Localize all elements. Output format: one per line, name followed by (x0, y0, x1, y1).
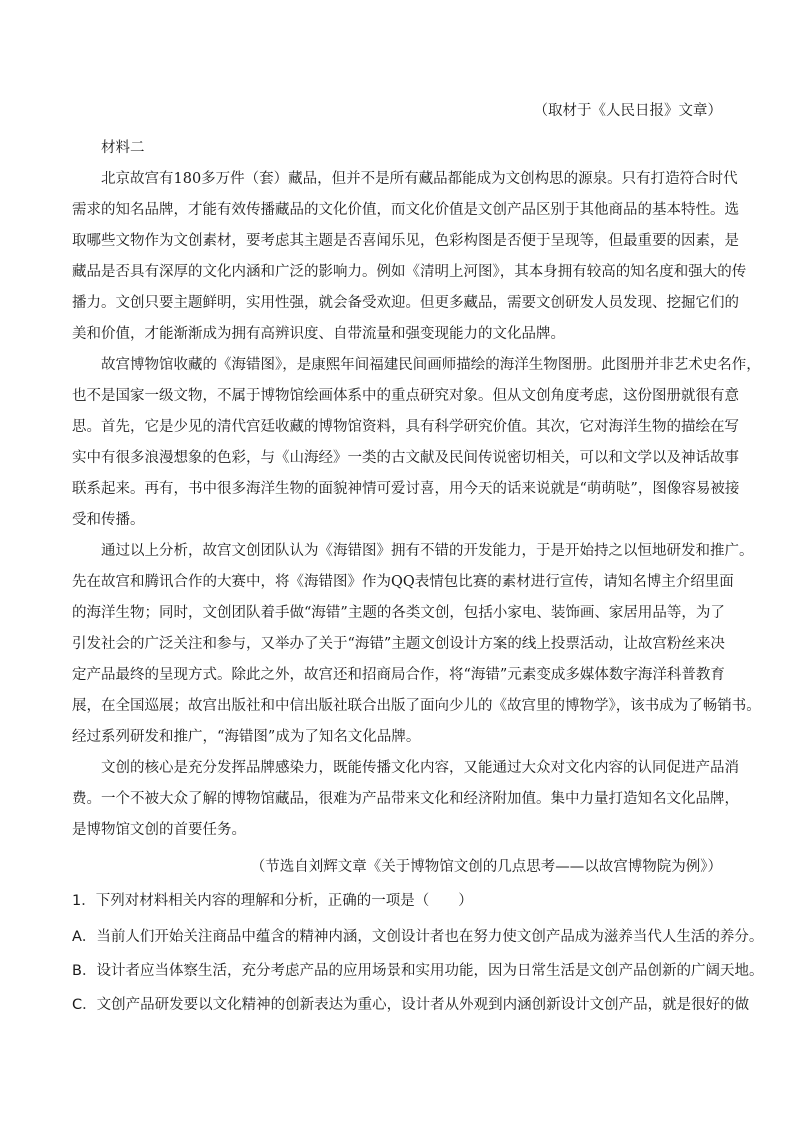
paragraph-1-line: 藏品是否具有深厚的文化内涵和广泛的影响力。例如《清明上河图》，其本身拥有较高的知名度和强大的传 (72, 264, 747, 280)
paragraph-2-line: 故宫博物馆收藏的《海错图》，是康熙年间福建民间画师描绘的海洋生物图册。此图册并非艺术史名作， (101, 357, 761, 373)
paragraph-4-line: 文创的核心是充分发挥品牌感染力，既能传播文化内容，又能通过大众对文化内容的认同促进产品消 (101, 760, 739, 776)
source-citation-1: （取材于《人民日报》文章） (533, 103, 722, 119)
option-c: C．文创产品研发要以文化精神的创新表达为重心，设计者从外观到内涵创新设计文创产品，就是很好的做 (72, 997, 750, 1013)
paragraph-2-line: 实中有很多浪漫想象的色彩，与《山海经》一类的古文献及民间传说密切相关，可以和文学以及神话故事 (72, 450, 739, 466)
paragraph-2-line: 联系起来。再有，书中很多海洋生物的面貌神情可爱讨喜，用今天的话来说就是“萌萌哒”，图像容易被接 (72, 481, 740, 497)
paragraph-1-line: 播力。文创只要主题鲜明，实用性强，就会备受欢迎。但更多藏品，需要文创研发人员发现、挖掘它们的 (72, 295, 739, 311)
option-b: B．设计者应当体察生活，充分考虑产品的应用场景和实用功能，因为日常生活是文创产品创新的广阔天地。 (72, 963, 764, 979)
paragraph-3-line: 通过以上分析，故宫文创团队认为《海错图》拥有不错的开发能力，于是开始持之以恒地研发和推广。 (101, 543, 754, 559)
paragraph-1-line: 北京故宫有180多万件（套）藏品，但并不是所有藏品都能成为文创构思的源泉。只有打造符合时代 (101, 171, 738, 187)
paragraph-3-line: 展，在全国巡展；故宫出版社和中信出版社联合出版了面向少儿的《故宫里的博物学》，该书成为了畅销书。 (72, 698, 761, 714)
paragraph-3-line: 引发社会的广泛关注和参与，又举办了关于“海错”主题文创设计方案的线上投票活动，让故宫粉丝来决 (72, 636, 725, 652)
paragraph-1-line: 美和价值，才能渐渐成为拥有高辨识度、自带流量和强变现能力的文化品牌。 (72, 326, 565, 342)
paragraph-3-line: 先在故宫和腾讯合作的大赛中，将《海错图》作为QQ表情包比赛的素材进行宣传，请知名博主介绍里面 (72, 574, 734, 590)
paragraph-3-line: 定产品最终的呈现方式。除此之外，故宫还和招商局合作，将“海错”元素变成多媒体数字海洋科普教育 (72, 667, 725, 683)
paragraph-1-line: 需求的知名品牌，才能有效传播藏品的文化价值，而文化价值是文创产品区别于其他商品的基本特性。选 (72, 202, 739, 218)
paragraph-4-line: 是博物馆文创的首要任务。 (72, 822, 246, 838)
paragraph-2-line: 思。首先，它是少见的清代宫廷收藏的博物馆资料，具有科学研究价值。其次，它对海洋生物的描绘在写 (72, 419, 739, 435)
paragraph-3-line: 的海洋生物；同时，文创团队着手做“海错”主题的各类文创，包括小家电、装饰画、家居用品等，为了 (72, 605, 725, 621)
source-citation-2: （节选自刘辉文章《关于博物馆文创的几点思考——以故宫博物院为例》） (250, 859, 722, 875)
paragraph-4-line: 费。一个不被大众了解的博物馆藏品，很难为产品带来文化和经济附加值。集中力量打造知名文化品牌， (72, 791, 739, 807)
material-two-label: 材料二 (101, 140, 145, 156)
paragraph-3-line: 经过系列研发和推广，“海错图”成为了知名文化品牌。 (72, 729, 421, 745)
question-stem: 1．下列对材料相关内容的理解和分析，正确的一项是（ ） (72, 893, 473, 909)
option-a: A．当前人们开始关注商品中蕴含的精神内涵，文创设计者也在努力使文创产品成为滋养当代人生活的养分。 (72, 929, 764, 945)
paragraph-2-line: 受和传播。 (72, 512, 145, 528)
paragraph-2-line: 也不是国家一级文物，不属于博物馆绘画体系中的重点研究对象。但从文创角度考虑，这份图册就很有意 (72, 388, 739, 404)
paragraph-1-line: 取哪些文物作为文创素材，要考虑其主题是否喜闻乐见，色彩构图是否便于呈现等，但最重要的因素，是 (72, 233, 739, 249)
